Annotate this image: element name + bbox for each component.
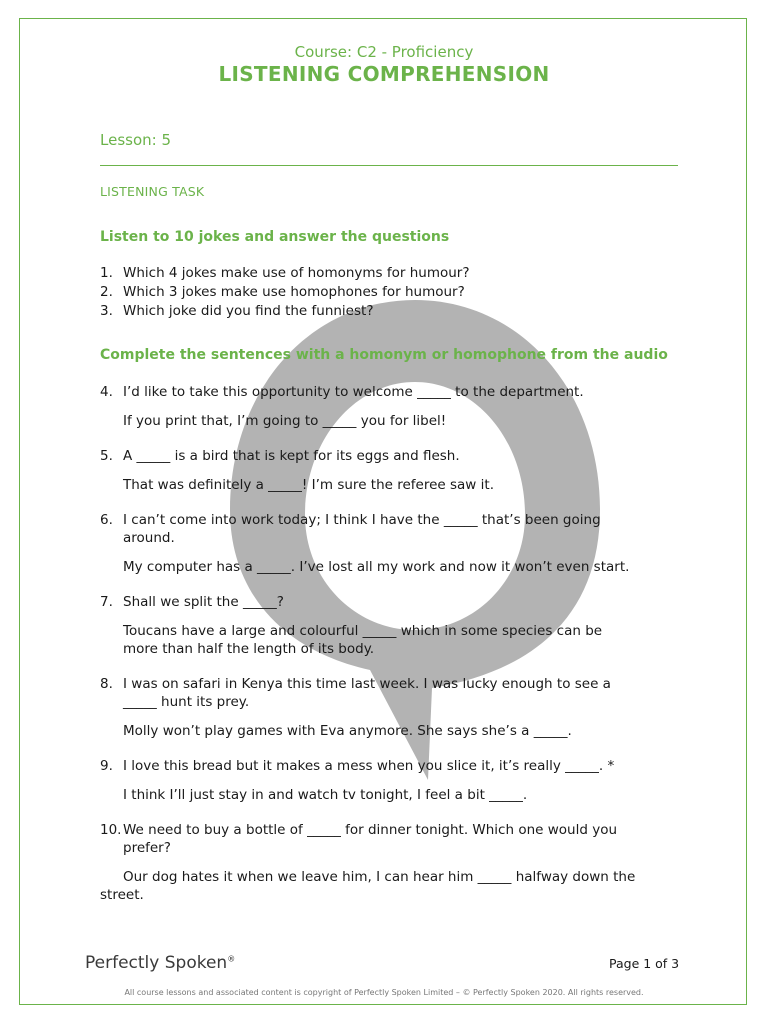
- page-title: LISTENING COMPREHENSION: [218, 62, 550, 86]
- sentence-b: Molly won’t play games with Eva anymore. She says she’s a _____.: [123, 723, 572, 739]
- sentence-b: If you print that, I’m going to _____ you for libel!: [123, 413, 447, 429]
- sentence-a-continued: prefer?: [123, 840, 171, 856]
- sentence-b: Our dog hates it when we leave him, I can hear him _____ halfway down the: [123, 869, 636, 885]
- question-text: Which 4 jokes make use of homonyms for humour?: [123, 265, 470, 281]
- item-number: 8.: [100, 676, 113, 692]
- registered-mark: ®: [227, 954, 236, 964]
- question-number: 2.: [100, 284, 113, 300]
- item-number: 6.: [100, 512, 113, 528]
- sentence-a: I was on safari in Kenya this time last week. I was lucky enough to see a: [123, 676, 611, 692]
- task-label: LISTENING TASK: [100, 184, 205, 199]
- sentence-a: A _____ is a bird that is kept for its eggs and flesh.: [123, 448, 460, 464]
- item-number: 5.: [100, 448, 113, 464]
- question-number: 1.: [100, 265, 113, 281]
- sentence-a: Shall we split the _____?: [123, 594, 284, 610]
- item-number: 7.: [100, 594, 113, 610]
- brand-logo: [85, 953, 235, 973]
- sentence-b: My computer has a _____. I’ve lost all my work and now it won’t even start.: [123, 559, 630, 575]
- sentence-b-continued: more than half the length of its body.: [123, 641, 375, 657]
- sentence-b: Toucans have a large and colourful _____ which in some species can be: [123, 623, 603, 639]
- sentence-a-continued: around.: [123, 530, 175, 546]
- header-divider: [100, 165, 678, 166]
- copyright-notice: All course lessons and associated content is copyright of Perfectly Spoken Limited – © Perfectly Spoken 2020. All rights reserved.: [124, 988, 644, 997]
- sentence-b: That was definitely a _____! I’m sure the referee saw it.: [123, 477, 494, 493]
- section-heading-complete: Complete the sentences with a homonym or homophone from the audio: [100, 347, 668, 363]
- sentence-a: We need to buy a bottle of _____ for dinner tonight. Which one would you: [123, 822, 618, 838]
- sentence-a: I’d like to take this opportunity to welcome _____ to the department.: [123, 384, 584, 400]
- sentence-a: I can’t come into work today; I think I have the _____ that’s been going: [123, 512, 601, 528]
- sentence-b: I think I’ll just stay in and watch tv tonight, I feel a bit _____.: [123, 787, 528, 803]
- item-number: 4.: [100, 384, 113, 400]
- course-label: Course: C2 - Proficiency: [294, 43, 474, 61]
- question-text: Which joke did you find the funniest?: [123, 303, 374, 319]
- lesson-label: Lesson: 5: [100, 131, 172, 149]
- item-number: 9.: [100, 758, 113, 774]
- brand-logo-text: Perfectly Spoken: [85, 953, 228, 973]
- item-number: 10.: [100, 822, 122, 838]
- sentence-b-continued: street.: [100, 887, 144, 903]
- question-number: 3.: [100, 303, 113, 319]
- page-number: Page 1 of 3: [609, 956, 680, 971]
- question-text: Which 3 jokes make use homophones for humour?: [123, 284, 465, 300]
- section-heading-questions: Listen to 10 jokes and answer the questions: [100, 229, 450, 245]
- sentence-a: I love this bread but it makes a mess when you slice it, it’s really _____. *: [123, 758, 615, 774]
- sentence-a-continued: _____ hunt its prey.: [123, 694, 250, 710]
